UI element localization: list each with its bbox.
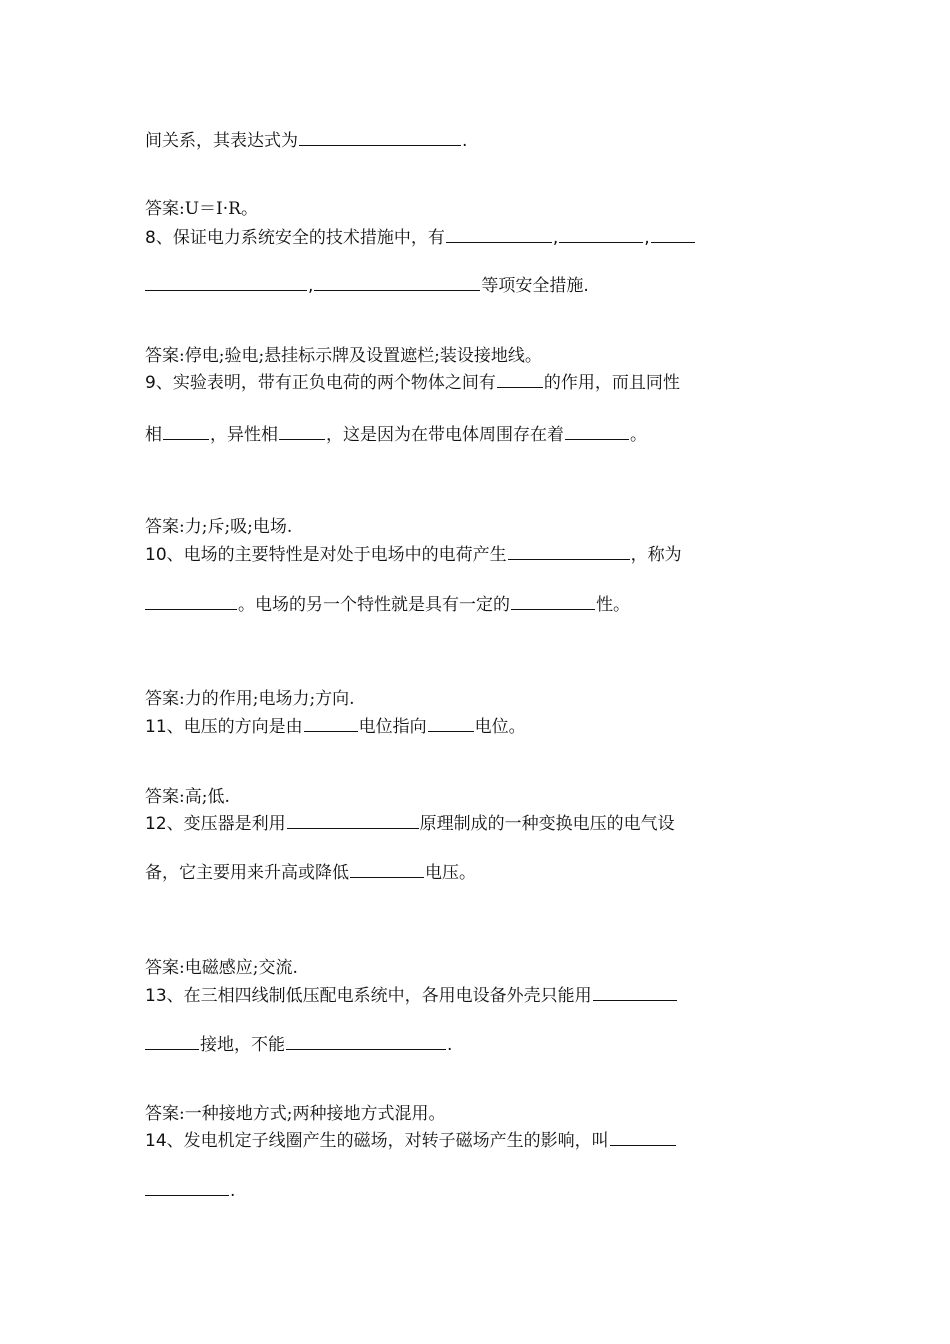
q8-text-d: ,	[308, 276, 314, 296]
q8-text-a: 8、保证电力系统安全的技术措施中，有	[145, 228, 445, 248]
q14-blank-2	[145, 1178, 229, 1196]
q13-text-a: 13、在三相四线制低压配电系统中，各用电设备外壳只能用	[145, 986, 592, 1006]
q9-blank-1	[497, 370, 543, 388]
q12-text-a: 12、变压器是利用	[145, 814, 286, 834]
q11-blank-2	[428, 714, 474, 732]
q9-line-2	[145, 422, 647, 446]
q8-blank-1	[446, 225, 552, 243]
q10-line-2	[145, 592, 630, 616]
q11-text-a: 11、电压的方向是由	[145, 717, 303, 737]
q13-line-2	[145, 1032, 452, 1056]
q12-answer: 答案:电磁感应;交流.	[145, 958, 298, 978]
q14-text-b: .	[230, 1181, 236, 1201]
q9-text-a: 9、实验表明，带有正负电荷的两个物体之间有	[145, 373, 496, 393]
q7-blank-1	[299, 128, 461, 146]
q8-blank-5	[314, 273, 480, 291]
q13-blank-3	[286, 1032, 446, 1050]
q9-text-b: 的作用，而且同性	[543, 373, 680, 393]
q14-line-1	[145, 1128, 677, 1152]
q9-blank-2	[163, 422, 209, 440]
q8-answer: 答案:停电;验电;悬挂标示牌及设置遮栏;装设接地线。	[145, 346, 542, 366]
q13-line-1	[145, 983, 678, 1007]
q13-text-b: 接地，不能	[200, 1035, 285, 1055]
q12-text-b: 原理制成的一种变换电压的电气设	[419, 814, 675, 834]
q9-answer: 答案:力;斥;吸;电场.	[145, 517, 293, 537]
q13-blank-2	[145, 1032, 199, 1050]
q9-blank-4	[565, 422, 629, 440]
q7-line-1	[145, 128, 467, 152]
q10-text-a: 10、电场的主要特性是对处于电场中的电荷产生	[145, 545, 507, 565]
q11-line-1	[145, 714, 526, 738]
q7-text-a: 间关系，其表达式为	[145, 131, 298, 151]
q14-text-a: 14、发电机定子线圈产生的磁场，对转子磁场产生的影响，叫	[145, 1131, 609, 1151]
q7-text-b: .	[462, 131, 468, 151]
q10-blank-2	[145, 592, 237, 610]
q12-line-2	[145, 860, 476, 884]
q8-text-c: ,	[644, 228, 650, 248]
q12-text-d: 电压。	[425, 863, 476, 883]
q11-text-c: 电位。	[474, 717, 526, 737]
q9-text-c: 相	[145, 425, 162, 445]
q13-text-c: .	[447, 1035, 453, 1055]
q9-blank-3	[279, 422, 325, 440]
q7-answer: 答案:U＝I·R。	[145, 199, 258, 219]
q10-line-1	[145, 542, 682, 566]
q8-blank-3	[651, 225, 695, 243]
q14-line-2	[145, 1178, 235, 1202]
q12-blank-2	[350, 860, 424, 878]
q8-text-b: ,	[552, 228, 559, 248]
q8-text-e: 等项安全措施.	[481, 276, 589, 296]
q10-blank-3	[511, 592, 595, 610]
q9-line-1	[145, 370, 680, 394]
q9-text-f: 。	[630, 425, 647, 445]
q8-line-1	[145, 225, 696, 249]
q12-blank-1	[287, 811, 419, 829]
q9-text-d: ，异性相	[210, 425, 278, 445]
q8-line-2	[145, 273, 589, 297]
q10-text-c: 。电场的另一个特性就是具有一定的	[238, 595, 510, 615]
q13-blank-1	[593, 983, 677, 1001]
q14-blank-1	[610, 1128, 676, 1146]
q10-text-b: ，称为	[630, 545, 682, 565]
q10-text-d: 性。	[596, 595, 630, 615]
q13-answer: 答案:一种接地方式;两种接地方式混用。	[145, 1104, 446, 1124]
q11-blank-1	[304, 714, 358, 732]
q8-blank-4	[145, 273, 307, 291]
q10-answer: 答案:力的作用;电场力;方向.	[145, 689, 355, 709]
q11-text-b: 电位指向	[358, 717, 427, 737]
q11-answer: 答案:高;低.	[145, 787, 230, 807]
q12-text-c: 备，它主要用来升高或降低	[145, 863, 349, 883]
q10-blank-1	[508, 542, 630, 560]
q12-line-1	[145, 811, 675, 835]
q9-text-e: ，这是因为在带电体周围存在着	[326, 425, 564, 445]
q8-blank-2	[559, 225, 643, 243]
